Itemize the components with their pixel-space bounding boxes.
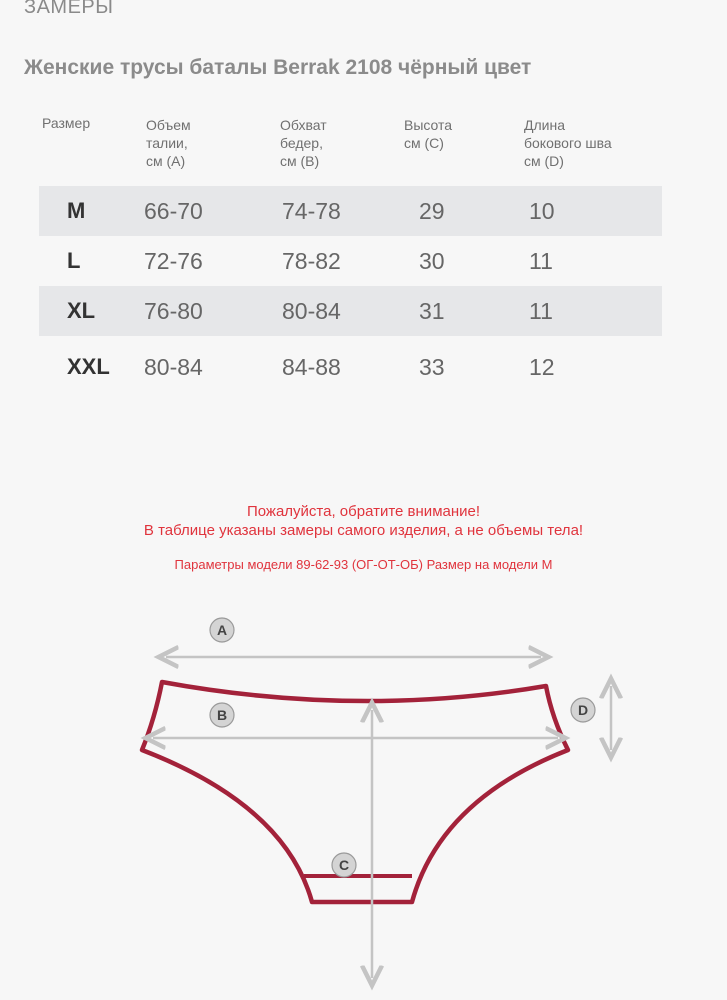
size-cell: XXL xyxy=(67,354,110,379)
waist-cell: 66-70 xyxy=(144,197,203,224)
waist-cell: 76-80 xyxy=(144,297,203,324)
size-table-header xyxy=(0,114,727,184)
size-cell: M xyxy=(67,198,86,223)
waist-cell: 72-76 xyxy=(144,247,203,274)
section-title: ЗАМЕРЫ xyxy=(24,0,114,18)
height-cell: 29 xyxy=(419,197,445,224)
label-d xyxy=(571,698,595,722)
side-cell: 10 xyxy=(529,197,555,224)
table-row xyxy=(39,186,662,236)
measurement-diagram xyxy=(0,600,727,1000)
header-height: Высота см (C) xyxy=(404,117,453,151)
model-params: Параметры модели 89-62-93 (ОГ-ОТ-ОБ) Размер на модели М xyxy=(174,557,553,572)
product-title: Женские трусы баталы Berrak 2108 чёрный цвет xyxy=(24,56,532,79)
side-cell: 11 xyxy=(529,247,553,274)
header-size: Размер xyxy=(42,115,91,131)
side-cell: 11 xyxy=(529,297,553,324)
size-table xyxy=(39,186,662,398)
hips-cell: 84-88 xyxy=(282,353,341,380)
hips-cell: 78-82 xyxy=(282,247,341,274)
header-hips: Обхват бедер, см (B) xyxy=(280,117,327,169)
label-c xyxy=(332,853,356,877)
table-row xyxy=(39,236,662,286)
table-row xyxy=(39,286,662,336)
header-waist: Объем талии, см (A) xyxy=(146,117,191,169)
svg-text:C: C xyxy=(338,857,350,873)
svg-text:B: B xyxy=(216,707,228,723)
header-side-seam: Длина бокового шва см (D) xyxy=(524,117,612,169)
height-cell: 30 xyxy=(419,247,445,274)
table-row xyxy=(39,336,662,398)
svg-text:D: D xyxy=(577,702,589,718)
hips-cell: 80-84 xyxy=(282,297,341,324)
side-cell: 12 xyxy=(529,353,555,380)
label-a xyxy=(210,618,234,642)
size-cell: XL xyxy=(67,298,96,323)
height-cell: 33 xyxy=(419,353,445,380)
svg-text:A: A xyxy=(216,622,228,638)
notice-text: В таблице указаны замеры самого изделия, а не объемы тела! xyxy=(143,522,584,539)
height-cell: 31 xyxy=(419,297,445,324)
size-cell: L xyxy=(67,248,81,273)
waist-cell: 80-84 xyxy=(144,353,203,380)
label-b xyxy=(210,703,234,727)
notice-heading: Пожалуйста, обратите внимание! xyxy=(246,503,481,520)
hips-cell: 74-78 xyxy=(282,197,341,224)
